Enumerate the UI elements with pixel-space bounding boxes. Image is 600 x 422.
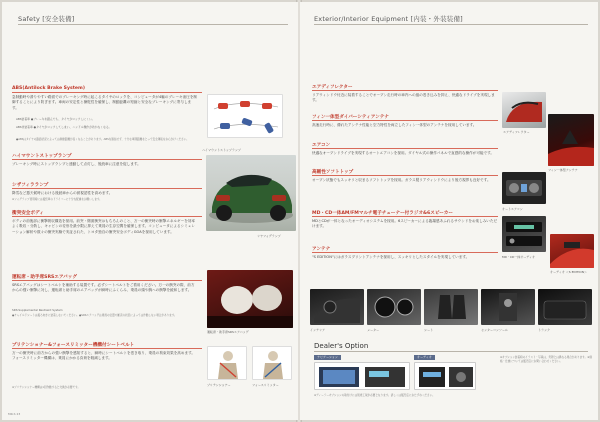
dealer-option-title-text: Dealer's Option xyxy=(314,342,369,350)
section-body-softtop: オープン状態でもスッキリと収まるソフトトップを採用。ガラス製リアウィンドウにより後方視界も良好です。 xyxy=(312,178,491,182)
fin-antenna-svg xyxy=(548,114,594,166)
strip-seat-svg xyxy=(424,289,478,325)
section-title-abs: ABS(Antilock Brake System) xyxy=(12,86,85,91)
strip-interior-svg xyxy=(310,289,364,325)
section-rule xyxy=(312,216,498,217)
deflector-svg xyxy=(502,92,546,128)
rear-car-svg xyxy=(206,155,296,231)
audio2-svg xyxy=(550,234,594,268)
section-rule xyxy=(312,120,498,121)
airbag-photo xyxy=(207,270,293,328)
header-rule xyxy=(314,24,588,25)
abs-note-3: ●ABSはタイヤの路面状況によっては制動距離が長くなることがあります。ABSを過信せず、十分な車間距離をとって安全運転をお心がけください。 xyxy=(16,138,189,141)
strip-trunk-svg xyxy=(538,289,592,325)
section-rule xyxy=(12,348,202,349)
section-title-audio: MD・CD一体AM/FMマルチ電子チューナー付ラジオ&6スピーカー xyxy=(312,211,453,216)
caption-seat: シート xyxy=(424,328,434,332)
dealer-audio-photo xyxy=(414,362,476,390)
strip-photo-trunk xyxy=(538,289,592,325)
caption-aircon: オートエアコン xyxy=(502,207,523,211)
section-body-antenna: 高速走行時に、優れたアンテナ性能と空力特性を両立したフィン一体型のアンテナを採用しています。 xyxy=(312,123,477,127)
section-title-deflector: エアディフレクター xyxy=(312,85,353,90)
section-body-airbag: SRSエアバッグはシートベルトを補助する装置です。必ずシートベルトをご着用ください。万一の衝突の際、前方からの強い衝撃に対し、運転席と助手席のエアバッグが瞬時にふくらみ、乗員の頭や胸への衝撃を緩和します。 xyxy=(12,283,195,293)
section-title-pretensioner: プリテンショナー&フォースリミッター機構付シートベルト xyxy=(12,343,135,348)
section-rule xyxy=(312,90,498,91)
audio2-photo xyxy=(550,234,594,268)
right-page xyxy=(300,2,598,420)
section-rule xyxy=(312,175,498,176)
pretensioner-note: ※プリテンショナー機構は1回作動すると交換が必要です。 xyxy=(12,386,81,389)
section-rule xyxy=(12,92,202,93)
strip-console-svg xyxy=(481,289,535,325)
dealer-audio-svg xyxy=(415,363,476,390)
dealer-note-right: ※オプション装着時のイラスト・写真は、実際とは異なる場合があります。※価格・仕様については販売店にお問い合わせください。 xyxy=(500,356,593,363)
section-rule xyxy=(312,252,498,253)
section-title-softtop: 高剛性ソフトトップ xyxy=(312,170,354,175)
strip-photo-console xyxy=(481,289,535,325)
section-body-antenna2: "S EDITION"にはガラスプリントアンテナを採用し、スッキリとしたスタイルを実現しています。 xyxy=(312,255,470,259)
section-rule xyxy=(312,148,498,149)
section-body-rearfog: 降雪など悪天候時における後続車からの被視認性を高めます。 xyxy=(12,191,113,195)
dealer-note-left: ※ディーラーオプションの取付けには別途工賃が必要となります。詳しくは販売店におたずねください。 xyxy=(314,394,435,397)
strip-meter-svg xyxy=(367,289,421,325)
section-title-body: 衝突安全ボディ xyxy=(12,211,44,216)
caption-airbag: 運転席・助手席SRSエアバッグ xyxy=(207,330,249,334)
caption-interior: インテリア xyxy=(310,328,326,332)
strip-photo-interior xyxy=(310,289,364,325)
caption-console: センターコンソール xyxy=(481,328,508,332)
section-body-aircon: 快適なオープンドライブを実現するオートエアコンを採用。ダイヤル式の操作パネルで直感的な操作が可能です。 xyxy=(312,151,495,155)
rear-car-photo xyxy=(206,155,296,231)
section-body-abs: 急制動時や滑りやすい路面でのブレーキング時に起こるタイヤのロックを、コンピュータが4輪のブレーキ油圧を制御することにより防ぎます。車両の安定性と操舵性を確保し、制動距離の短縮と安全なブレーキングに寄与します。 xyxy=(12,95,198,110)
airbag-note-2: ●チャイルドシートは後ろ向きに装着しないでください。●SRSエアバッグは乗員の位置や衝突の状況によっては作動しない場合があります。 xyxy=(12,314,177,317)
caption-fin-antenna: フィン一体型アンテナ xyxy=(548,168,578,172)
section-title-highmount: ハイマウントストップランプ xyxy=(12,154,72,159)
fin-antenna-photo xyxy=(548,114,594,166)
abs-note-2: ABS非装着車 ●タイヤがロックしてしまい、ハンドル操作が効かなくなる。 xyxy=(16,125,112,129)
audio-photo xyxy=(502,216,546,252)
tag-navigation: ナビゲーション xyxy=(314,355,341,360)
caption-audio: MD・CD一体オーディオ xyxy=(502,255,536,259)
section-body-pretensioner: 万一の衝突時に前方からの強い衝撃を感知すると、瞬時にシートベルトを巻き取り、乗員の拘束効果を高めます。フォースリミッター機構は、乗員にかかる負荷を軽減します。 xyxy=(12,351,195,361)
section-rule xyxy=(12,188,202,189)
audio-svg xyxy=(502,216,546,252)
pretensioner-svg xyxy=(208,347,247,380)
left-page xyxy=(2,2,298,420)
forcelimiter-svg xyxy=(253,347,292,380)
aircon-svg xyxy=(502,172,546,204)
aircon-photo xyxy=(502,172,546,204)
caption-meter: メーター xyxy=(367,328,380,332)
caption-rearfog: リヤフォグランプ xyxy=(257,234,281,238)
section-title-rearfog: シザフィラランプ xyxy=(12,183,49,188)
section-body-audio: MDとCDが一体となったオーディオシステムを採用。6スピーカーによる臨場感あふれるサウンドをお楽しみいただけます。 xyxy=(312,219,498,229)
caption-audio2: オーディオ ＜S EDITION＞ xyxy=(550,270,587,274)
abs-diagram-svg xyxy=(208,95,283,138)
caption-deflector: エアディフレクター xyxy=(503,130,530,134)
section-title-antenna: フィン一体型ダイバーシティアンテナ xyxy=(312,115,389,120)
caption-highmount: ハイマウントストップランプ xyxy=(202,148,241,152)
section-body-body: ボディの前後部に衝撃吸収構造を採用。前突・側面衝突はもちろんのこと、万一の衝突時の衝撃エネルギーを効率よく吸収・分散し、キャビンの変形を最小限に抑えて乗員の生存空間を確保します。コンピュータによるシミュレーション解析や数々の衝突実験で実証された、トヨタ独自の衝突安全ボディGOAを採用しています。 xyxy=(12,219,195,234)
abs-diagram xyxy=(207,94,283,138)
caption-pretensioner: プリテンショナー xyxy=(207,383,231,387)
forcelimiter-illustration xyxy=(252,346,292,380)
airbag-svg xyxy=(207,270,293,328)
tag-audio: オーディオ xyxy=(414,355,435,360)
dealer-rule xyxy=(314,351,588,352)
section-title-antenna2: アンテナ xyxy=(312,247,331,252)
caption-trunk: トランク xyxy=(538,328,550,332)
navi-svg xyxy=(315,363,410,390)
section-title-aircon: エアコン xyxy=(312,143,331,148)
section-title-airbag: 運転席・助手席SRSエアバッグ xyxy=(12,275,77,280)
pretensioner-illustration xyxy=(207,346,247,380)
section-rule xyxy=(12,216,202,217)
strip-photo-seat xyxy=(424,289,478,325)
abs-note-1: ABS装着車 ●ブレーキを踏んでも、タイヤがロックしにくい。 xyxy=(16,117,95,121)
dealer-option-title xyxy=(314,342,368,350)
section-body-deflector: リアウィンドウ付近に装着することでオープン走行時の車内への風の巻き込みを抑え、快適なドライブを実現します。 xyxy=(312,93,495,103)
page-number: MR-S 23 xyxy=(8,412,21,416)
section-rule xyxy=(12,159,202,160)
caption-forcelimiter: フォースリミッター xyxy=(252,383,279,387)
section-body-highmount: ブレーキング時にストップランプと連動して点灯し、後続車に注意を促します。 xyxy=(12,162,141,166)
section-rule xyxy=(12,280,202,281)
left-page-header: Safety [安全装備] xyxy=(18,15,75,23)
navi-photo xyxy=(314,362,410,390)
right-page-header: Exterior/Interior Equipment [内装・外装装備] xyxy=(314,15,463,23)
rearfog-note: ※フォグランプ使用時には後続車のドライバーに十分な配慮をお願いします。 xyxy=(12,198,102,201)
header-rule xyxy=(18,24,288,25)
strip-photo-meter xyxy=(367,289,421,325)
airbag-note-1: SRS:Supplemental Restraint System xyxy=(12,308,63,312)
deflector-photo xyxy=(502,92,546,128)
